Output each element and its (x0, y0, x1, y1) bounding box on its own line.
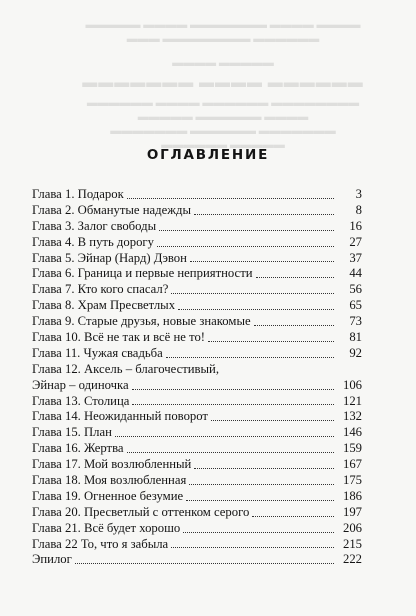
dot-leader (132, 389, 334, 390)
toc-entry-page: 44 (349, 266, 362, 281)
dot-leader (189, 484, 334, 485)
toc-entry-page: 175 (342, 473, 362, 488)
toc-entry-page: 73 (349, 314, 362, 329)
toc-entry-page: 106 (342, 377, 362, 392)
toc-entry-label: Глава 10. Всё не так и всё не то! (32, 330, 206, 344)
toc-entry-label: Глава 6. Граница и первые неприятности (32, 266, 253, 281)
toc-entry-page: 92 (349, 345, 362, 360)
toc-entry (32, 473, 362, 489)
toc-entry (32, 505, 362, 521)
toc-entry-label: Глава 9. Старые друзья, новые знакомые (32, 314, 251, 329)
toc-entry-label: Глава 20. Пресветлый с оттенком серого (32, 504, 250, 519)
dot-leader (159, 230, 334, 231)
toc-entry-label: Глава 16. Жертва (32, 441, 124, 456)
toc-entry (32, 282, 362, 298)
toc-entry (32, 346, 362, 362)
dot-leader (194, 468, 334, 469)
dot-leader (183, 532, 334, 533)
toc-entry (32, 330, 362, 346)
toc-entry-label: Глава 5. Эйнар (Нард) Дэвон (32, 250, 187, 265)
dot-leader (194, 214, 334, 215)
toc-entry-label: Глава 17. Мой возлюбленный (32, 457, 192, 472)
dot-leader (171, 547, 334, 548)
toc-entry-label: Глава 8. Храм Пресветлых (32, 298, 176, 313)
dot-leader (115, 436, 334, 437)
toc-entry-label: Глава 19. Огненное безумие (32, 488, 184, 503)
toc-entry-page: 16 (349, 218, 362, 233)
toc-entry (32, 266, 362, 282)
toc-entry (32, 394, 362, 410)
toc-entry (32, 314, 362, 330)
dot-leader (252, 516, 334, 517)
toc-entry (32, 187, 362, 203)
toc-entry-label: Глава 4. В путь дорогу (32, 234, 154, 249)
dot-leader (166, 357, 334, 358)
toc-entry-label: Глава 2. Обманутые надежды (32, 202, 191, 217)
toc-entry (32, 409, 362, 425)
toc-entry (32, 489, 362, 505)
toc-entry (32, 298, 362, 314)
toc-entry (32, 203, 362, 219)
dot-leader (75, 563, 334, 564)
toc-entry (32, 425, 362, 441)
toc-entry-page: 206 (342, 520, 362, 535)
dot-leader (211, 420, 334, 421)
dot-leader (157, 246, 334, 247)
toc-entry-page: 186 (342, 488, 362, 503)
toc-entry (32, 378, 362, 394)
toc-entry-page: 132 (342, 409, 362, 424)
toc-entry-label: Глава 11. Чужая свадьба (32, 345, 163, 360)
toc-entry-label: Глава 1. Подарок (32, 186, 124, 201)
dot-leader (186, 500, 334, 501)
toc-entry-page: 65 (349, 298, 362, 313)
dot-leader (132, 404, 334, 405)
bleed-through-text: ▬▬▬▬▬ ▬▬▬▬ ▬▬▬▬▬▬▬ ▬▬▬▬ ▬▬▬▬ ▬▬▬ ▬▬▬▬▬▬▬▬ ▬▬▬▬▬▬ ▬▬▬▬ ▬▬▬▬▬ ▬▬▬▬▬▬▬ ▬▬▬▬ ▬▬▬▬▬▬ ▬▬▬▬▬▬ ▬▬▬▬ ▬▬▬▬▬▬ ▬▬▬▬▬▬▬▬ ▬▬▬▬▬ ▬▬▬▬▬▬ ▬▬▬▬ ▬▬▬▬▬▬▬ ▬▬▬▬▬▬ ▬▬▬▬▬▬▬ ▬▬▬▬▬▬ ▬▬▬▬▬ (82, 19, 364, 151)
toc-entry (32, 362, 362, 378)
toc-entry-label: Глава 21. Всё будет хорошо (32, 520, 181, 535)
dot-leader (256, 277, 334, 278)
toc-entry-page: 8 (355, 202, 362, 217)
toc-entry (32, 251, 362, 267)
dot-leader (208, 341, 334, 342)
toc-entry (32, 537, 362, 553)
toc-title: ОГЛАВЛЕНИЕ (146, 147, 270, 163)
toc-entry (32, 219, 362, 235)
toc-entry-page: 197 (342, 504, 362, 519)
toc-entry-label: Глава 18. Моя возлюбленная (32, 473, 187, 488)
toc-entry (32, 457, 362, 473)
toc-entry-page: 215 (342, 536, 362, 551)
dot-leader (127, 452, 334, 453)
toc-entry-page: 56 (349, 282, 362, 297)
toc-entry-page: 27 (349, 234, 362, 249)
dot-leader (127, 198, 334, 199)
toc-entry-label: Глава 22 То, что я забыла (32, 536, 169, 551)
toc-entry-label: Глава 14. Неожиданный поворот (32, 409, 208, 424)
toc-entry-label: Глава 15. План (32, 425, 112, 440)
toc-entry-label: Эйнар – одиночка (32, 377, 129, 392)
toc-entry-label: Глава 12. Аксель – благочестивый, (32, 361, 220, 376)
toc-entry-page: 167 (342, 457, 362, 472)
toc-entry-label: Глава 13. Столица (32, 393, 130, 408)
dot-leader (178, 309, 334, 310)
toc-entry-page: 37 (349, 250, 362, 265)
toc-entry-page: 146 (342, 425, 362, 440)
toc-entry-page: 159 (342, 441, 362, 456)
toc-entry (32, 521, 362, 537)
dot-leader (254, 325, 334, 326)
dot-leader (171, 293, 334, 294)
toc-entry-page: 222 (342, 552, 362, 567)
toc-entry-label: Глава 7. Кто кого спасал? (32, 282, 169, 297)
toc-entry (32, 441, 362, 457)
toc-entry-page: 121 (342, 393, 362, 408)
toc-entry-page: 81 (349, 330, 362, 344)
table-of-contents (32, 187, 362, 568)
toc-entry (32, 235, 362, 251)
toc-entry (32, 552, 362, 568)
toc-entry-page: 3 (355, 186, 362, 201)
toc-entry-label: Глава 3. Залог свободы (32, 218, 157, 233)
dot-leader (190, 261, 334, 262)
toc-entry-label: Эпилог (32, 552, 72, 567)
